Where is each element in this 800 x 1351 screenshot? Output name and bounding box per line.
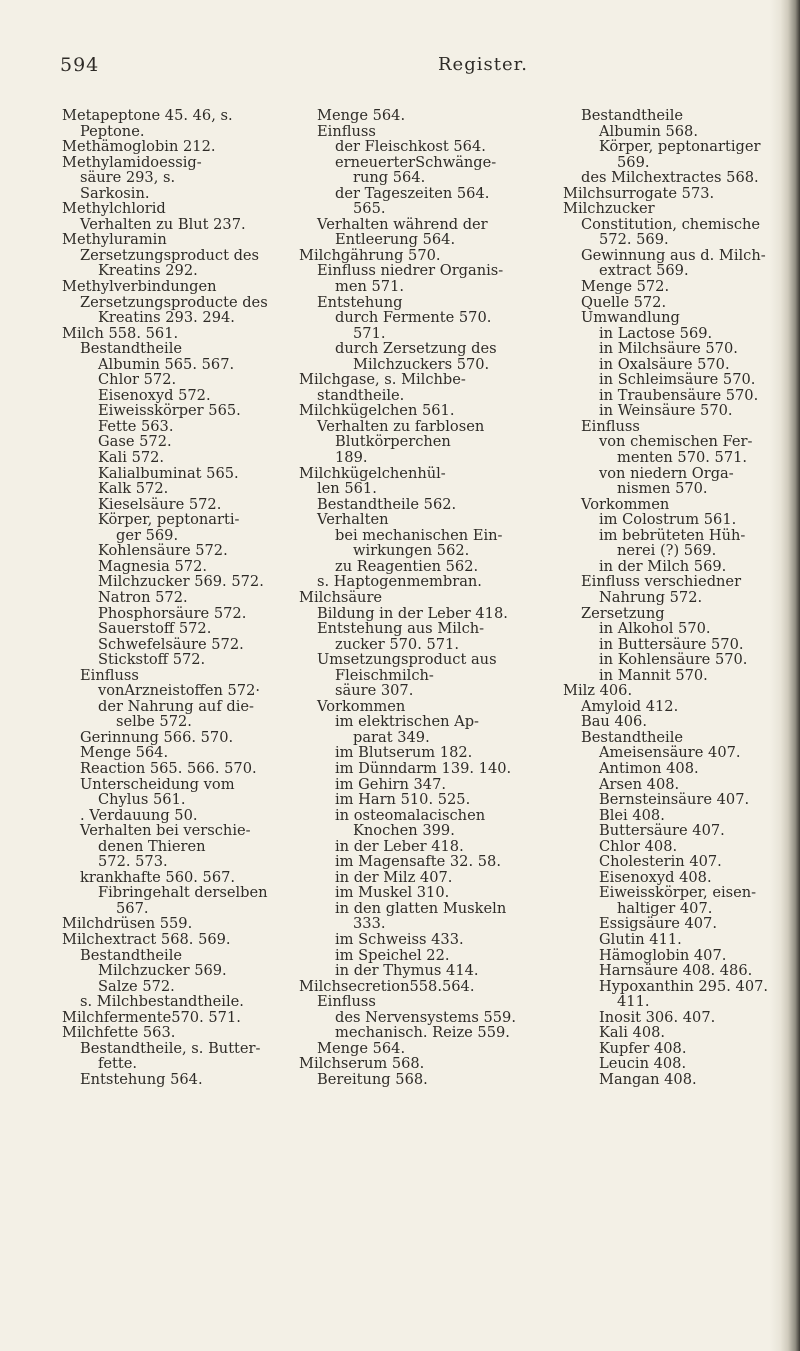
index-entry: Quelle 572. bbox=[581, 293, 667, 311]
index-entry: in Kohlensäure 570. bbox=[599, 651, 748, 669]
index-entry: Fibringehalt derselben 567. bbox=[98, 884, 268, 917]
index-entry: in der Milch 569. bbox=[599, 557, 727, 575]
index-entry: Milchsecretion558.564. bbox=[299, 977, 475, 995]
index-entry: Einfluss bbox=[317, 993, 376, 1011]
index-entry: Kali 408. bbox=[599, 1024, 666, 1042]
index-entry: Zersetzungsproduct des Kreatins 292. bbox=[80, 246, 260, 280]
index-entry: Hypoxanthin 295. 407. 411. bbox=[599, 977, 769, 1011]
index-entry: Bestandtheile bbox=[80, 946, 183, 964]
index-entry: im Blutserum 182. bbox=[335, 744, 473, 762]
index-entry: Bestandtheile bbox=[80, 340, 183, 358]
index-entry: Stickstoff 572. bbox=[98, 651, 206, 669]
index-entry: mechanisch. Reize 559. bbox=[335, 1024, 510, 1042]
index-entry: Unterscheidung vom Chylus 561. bbox=[80, 775, 235, 809]
index-entry: Gase 572. bbox=[98, 433, 172, 451]
index-entry: s. Milchbestandtheile. bbox=[80, 993, 244, 1011]
index-entry: der Tageszeiten 564. 565. bbox=[335, 184, 490, 218]
index-entry: Reaction 565. 566. 570. bbox=[80, 759, 257, 777]
index-entry: Kalk 572. bbox=[98, 480, 169, 498]
index-entry: Bau 406. bbox=[581, 713, 647, 731]
index-entry: Einfluss bbox=[581, 417, 640, 435]
index-entry: Methylverbindungen bbox=[62, 278, 217, 296]
index-entry: im Gehirn 347. bbox=[335, 775, 447, 793]
index-entry: Albumin 565. 567. bbox=[98, 355, 235, 373]
index-entry: Leucin 408. bbox=[599, 1055, 687, 1073]
index-entry: Eiweisskörper 565. bbox=[98, 402, 241, 420]
index-entry: Glutin 411. bbox=[599, 930, 682, 948]
index-entry: Einfluss verschiedner Nahrung 572. bbox=[581, 573, 742, 606]
index-entry: in der Leber 418. bbox=[335, 837, 464, 855]
index-entry: Entstehung 564. bbox=[80, 1070, 203, 1088]
index-entry: Kalialbuminat 565. bbox=[98, 464, 239, 482]
index-entry: Milz 406. bbox=[563, 682, 633, 700]
index-entry: erneuerterSchwänge- rung 564. bbox=[335, 153, 497, 187]
index-entry: Milch 558. 561. bbox=[62, 324, 179, 342]
index-entry: in Traubensäure 570. bbox=[599, 386, 759, 404]
index-entry: in Oxalsäure 570. bbox=[599, 355, 730, 373]
index-entry: Chlor 408. bbox=[599, 837, 678, 855]
index-entry: Ameisensäure 407. bbox=[599, 744, 741, 762]
index-entry: Chlor 572. bbox=[98, 371, 177, 389]
running-title: Register. bbox=[438, 54, 528, 75]
index-entry: im Colostrum 561. bbox=[599, 511, 737, 529]
index-entry: in Milchsäure 570. bbox=[599, 340, 738, 358]
index-entry: Vorkommen bbox=[317, 697, 406, 715]
index-entry: Hämoglobin 407. bbox=[599, 946, 727, 964]
index-entry: in Weinsäure 570. bbox=[599, 402, 733, 420]
index-entry: Harnsäure 408. 486. bbox=[599, 962, 753, 980]
index-entry: im Harn 510. 525. bbox=[335, 791, 471, 809]
index-entry: Cholesterin 407. bbox=[599, 853, 722, 871]
index-entry: in Mannit 570. bbox=[599, 666, 708, 684]
index-column-2 bbox=[299, 108, 527, 1087]
index-entry: Antimon 408. bbox=[599, 759, 699, 777]
index-entry: Kali 572. bbox=[98, 449, 165, 467]
index-entry: Milchfermente570. 571. bbox=[62, 1008, 241, 1026]
index-entry: Milchextract 568. 569. bbox=[62, 930, 231, 948]
index-entry: in den glatten Muskeln 333. bbox=[335, 899, 507, 933]
index-entry: durch Fermente 570. 571. bbox=[335, 309, 492, 342]
index-entry: Kieselsäure 572. bbox=[98, 495, 222, 513]
index-entry: in der Thymus 414. bbox=[335, 962, 479, 980]
index-entry: Einfluss bbox=[317, 122, 376, 140]
index-entry: Verhalten bbox=[317, 511, 389, 529]
page-number: 594 bbox=[60, 54, 100, 76]
index-entry: s. Haptogenmembran. bbox=[317, 573, 482, 591]
index-entry: Milchsurrogate 573. bbox=[563, 184, 715, 202]
index-entry: Körper, peptonartiger 569. bbox=[599, 138, 761, 171]
index-entry: Blei 408. bbox=[599, 806, 665, 824]
index-entry: Buttersäure 407. bbox=[599, 822, 725, 840]
index-entry: Gewinnung aus d. Milch- extract 569. bbox=[581, 246, 766, 280]
index-entry: im Muskel 310. bbox=[335, 884, 450, 902]
index-entry: Milchsäure bbox=[299, 588, 383, 606]
index-entry: des Nervensystems 559. bbox=[335, 1008, 516, 1026]
index-entry: Eisenoxyd 572. bbox=[98, 386, 211, 404]
index-entry: im Dünndarm 139. 140. bbox=[335, 759, 512, 777]
index-entry: Phosphorsäure 572. bbox=[98, 604, 247, 622]
index-entry: Milchserum 568. bbox=[299, 1055, 425, 1073]
index-entry: in Lactose 569. bbox=[599, 324, 713, 342]
index-entry: zu Reagentien 562. bbox=[335, 557, 479, 575]
index-entry: Bestandtheile 562. bbox=[317, 495, 457, 513]
index-entry: Albumin 568. bbox=[599, 122, 698, 140]
index-entry: Menge 564. bbox=[80, 744, 169, 762]
index-entry: Salze 572. bbox=[98, 977, 175, 995]
index-entry: Constitution, chemische 572. 569. bbox=[581, 215, 761, 249]
index-entry: Menge 564. bbox=[317, 107, 406, 124]
index-entry: in Schleimsäure 570. bbox=[599, 371, 756, 389]
index-entry: in osteomalacischen Knochen 399. bbox=[335, 806, 486, 840]
index-entry: in der Milz 407. bbox=[335, 868, 453, 886]
index-entry: Milchzucker bbox=[563, 200, 655, 218]
index-entry: Milchkügelchenhül- len 561. bbox=[299, 464, 446, 498]
index-entry: in Buttersäure 570. bbox=[599, 635, 744, 653]
index-entry: im Magensafte 32. 58. bbox=[335, 853, 501, 871]
index-entry: Zersetzungsproducte des Kreatins 293. 294. bbox=[80, 293, 268, 327]
index-entry: Inosit 306. 407. bbox=[599, 1008, 716, 1026]
index-entry: Verhalten während der Entleerung 564. bbox=[317, 215, 488, 249]
index-column-1 bbox=[62, 108, 287, 1087]
index-entry: Milchgährung 570. bbox=[299, 246, 441, 264]
index-entry: Menge 564. bbox=[317, 1039, 406, 1057]
index-entry: Entstehung bbox=[317, 293, 403, 311]
index-column-3 bbox=[563, 108, 778, 1087]
index-entry: . Verdauung 50. bbox=[80, 806, 198, 824]
index-entry: Verhalten zu Blut 237. bbox=[80, 215, 246, 233]
index-entry: Bestandtheile bbox=[581, 107, 684, 124]
page-header bbox=[60, 54, 760, 84]
index-entry: Essigsäure 407. bbox=[599, 915, 717, 933]
index-entry: Milchdrüsen 559. bbox=[62, 915, 193, 933]
index-entry: Fette 563. bbox=[98, 417, 174, 435]
index-entry: Bestandtheile bbox=[581, 728, 684, 746]
index-entry: Milchzucker 569. 572. bbox=[98, 573, 264, 591]
index-entry: Magnesia 572. bbox=[98, 557, 208, 575]
index-entry: Milchkügelchen 561. bbox=[299, 402, 455, 420]
index-entry: Einfluss niedrer Organis- men 571. bbox=[317, 262, 504, 296]
index-entry: Natron 572. bbox=[98, 588, 188, 606]
index-entry: Verhalten zu farblosen Blutkörperchen 189. bbox=[317, 417, 485, 467]
index-entry: in Alkohol 570. bbox=[599, 620, 711, 638]
index-entry: Sauerstoff 572. bbox=[98, 620, 212, 638]
index-entry: Zersetzung bbox=[581, 604, 665, 622]
index-entry: der Fleischkost 564. bbox=[335, 138, 486, 156]
index-entry: von chemischen Fer- menten 570. 571. bbox=[599, 433, 753, 467]
index-entry: von niedern Orga- nismen 570. bbox=[599, 464, 734, 498]
index-entry: bei mechanischen Ein- wirkungen 562. bbox=[335, 526, 503, 560]
index-entry: im Speichel 22. bbox=[335, 946, 450, 964]
index-entry: Verhalten bei verschie- denen Thieren 572. 573. bbox=[80, 822, 251, 871]
index-entry: des Milchextractes 568. bbox=[581, 169, 759, 187]
index-entry: Milchgase, s. Milchbe- standtheile. bbox=[299, 371, 466, 404]
index-entry: Methämoglobin 212. bbox=[62, 138, 216, 156]
index-entry: Vorkommen bbox=[581, 495, 670, 513]
index-entry: im Schweiss 433. bbox=[335, 930, 464, 948]
index-entry: Milchzucker 569. bbox=[98, 962, 227, 980]
index-entry: Bildung in der Leber 418. bbox=[317, 604, 508, 622]
index-entry: Schwefelsäure 572. bbox=[98, 635, 244, 653]
index-entry: Menge 572. bbox=[581, 278, 670, 296]
index-entry: Methylamidoessig- säure 293, s. Sarkosin. bbox=[62, 153, 202, 202]
index-entry: Eisenoxyd 408. bbox=[599, 868, 712, 886]
index-entry: im bebrüteten Hüh- nerei (?) 569. bbox=[599, 526, 746, 560]
index-entry: Methylchlorid bbox=[62, 200, 166, 218]
index-entry: Kupfer 408. bbox=[599, 1039, 687, 1057]
index-entry: Einfluss bbox=[80, 666, 139, 684]
index-entry: Bestandtheile, s. Butter- fette. bbox=[80, 1039, 261, 1073]
index-entry: Bernsteinsäure 407. bbox=[599, 791, 750, 809]
index-entry: Gerinnung 566. 570. bbox=[80, 728, 234, 746]
index-entry: krankhafte 560. 567. bbox=[80, 868, 236, 886]
index-entry: Eiweisskörper, eisen- haltiger 407. bbox=[599, 884, 757, 917]
index-entry: Metapeptone 45. 46, s. Peptone. bbox=[62, 107, 233, 140]
index-entry: Milchfette 563. bbox=[62, 1024, 176, 1042]
index-entry: Umsetzungsproduct aus Fleischmilch- säure 307. bbox=[317, 651, 497, 700]
index-entry: Mangan 408. bbox=[599, 1070, 697, 1088]
index-entry: der Nahrung auf die- selbe 572. bbox=[98, 697, 254, 731]
index-entry: Methyluramin bbox=[62, 231, 167, 249]
index-entry: Arsen 408. bbox=[599, 775, 680, 793]
index-entry: Körper, peptonarti- ger 569. bbox=[98, 511, 240, 544]
index-entry: Bereitung 568. bbox=[317, 1070, 428, 1088]
index-entry: vonArzneistoffen 572· bbox=[98, 682, 261, 700]
index-entry: Kohlensäure 572. bbox=[98, 542, 228, 560]
index-entry: Umwandlung bbox=[581, 309, 680, 327]
index-entry: Amyloid 412. bbox=[581, 697, 679, 715]
index-entry: durch Zersetzung des Milchzuckers 570. bbox=[335, 340, 497, 373]
index-entry: im elektrischen Ap- parat 349. bbox=[335, 713, 479, 746]
index-entry: Entstehung aus Milch- zucker 570. 571. bbox=[317, 620, 485, 653]
